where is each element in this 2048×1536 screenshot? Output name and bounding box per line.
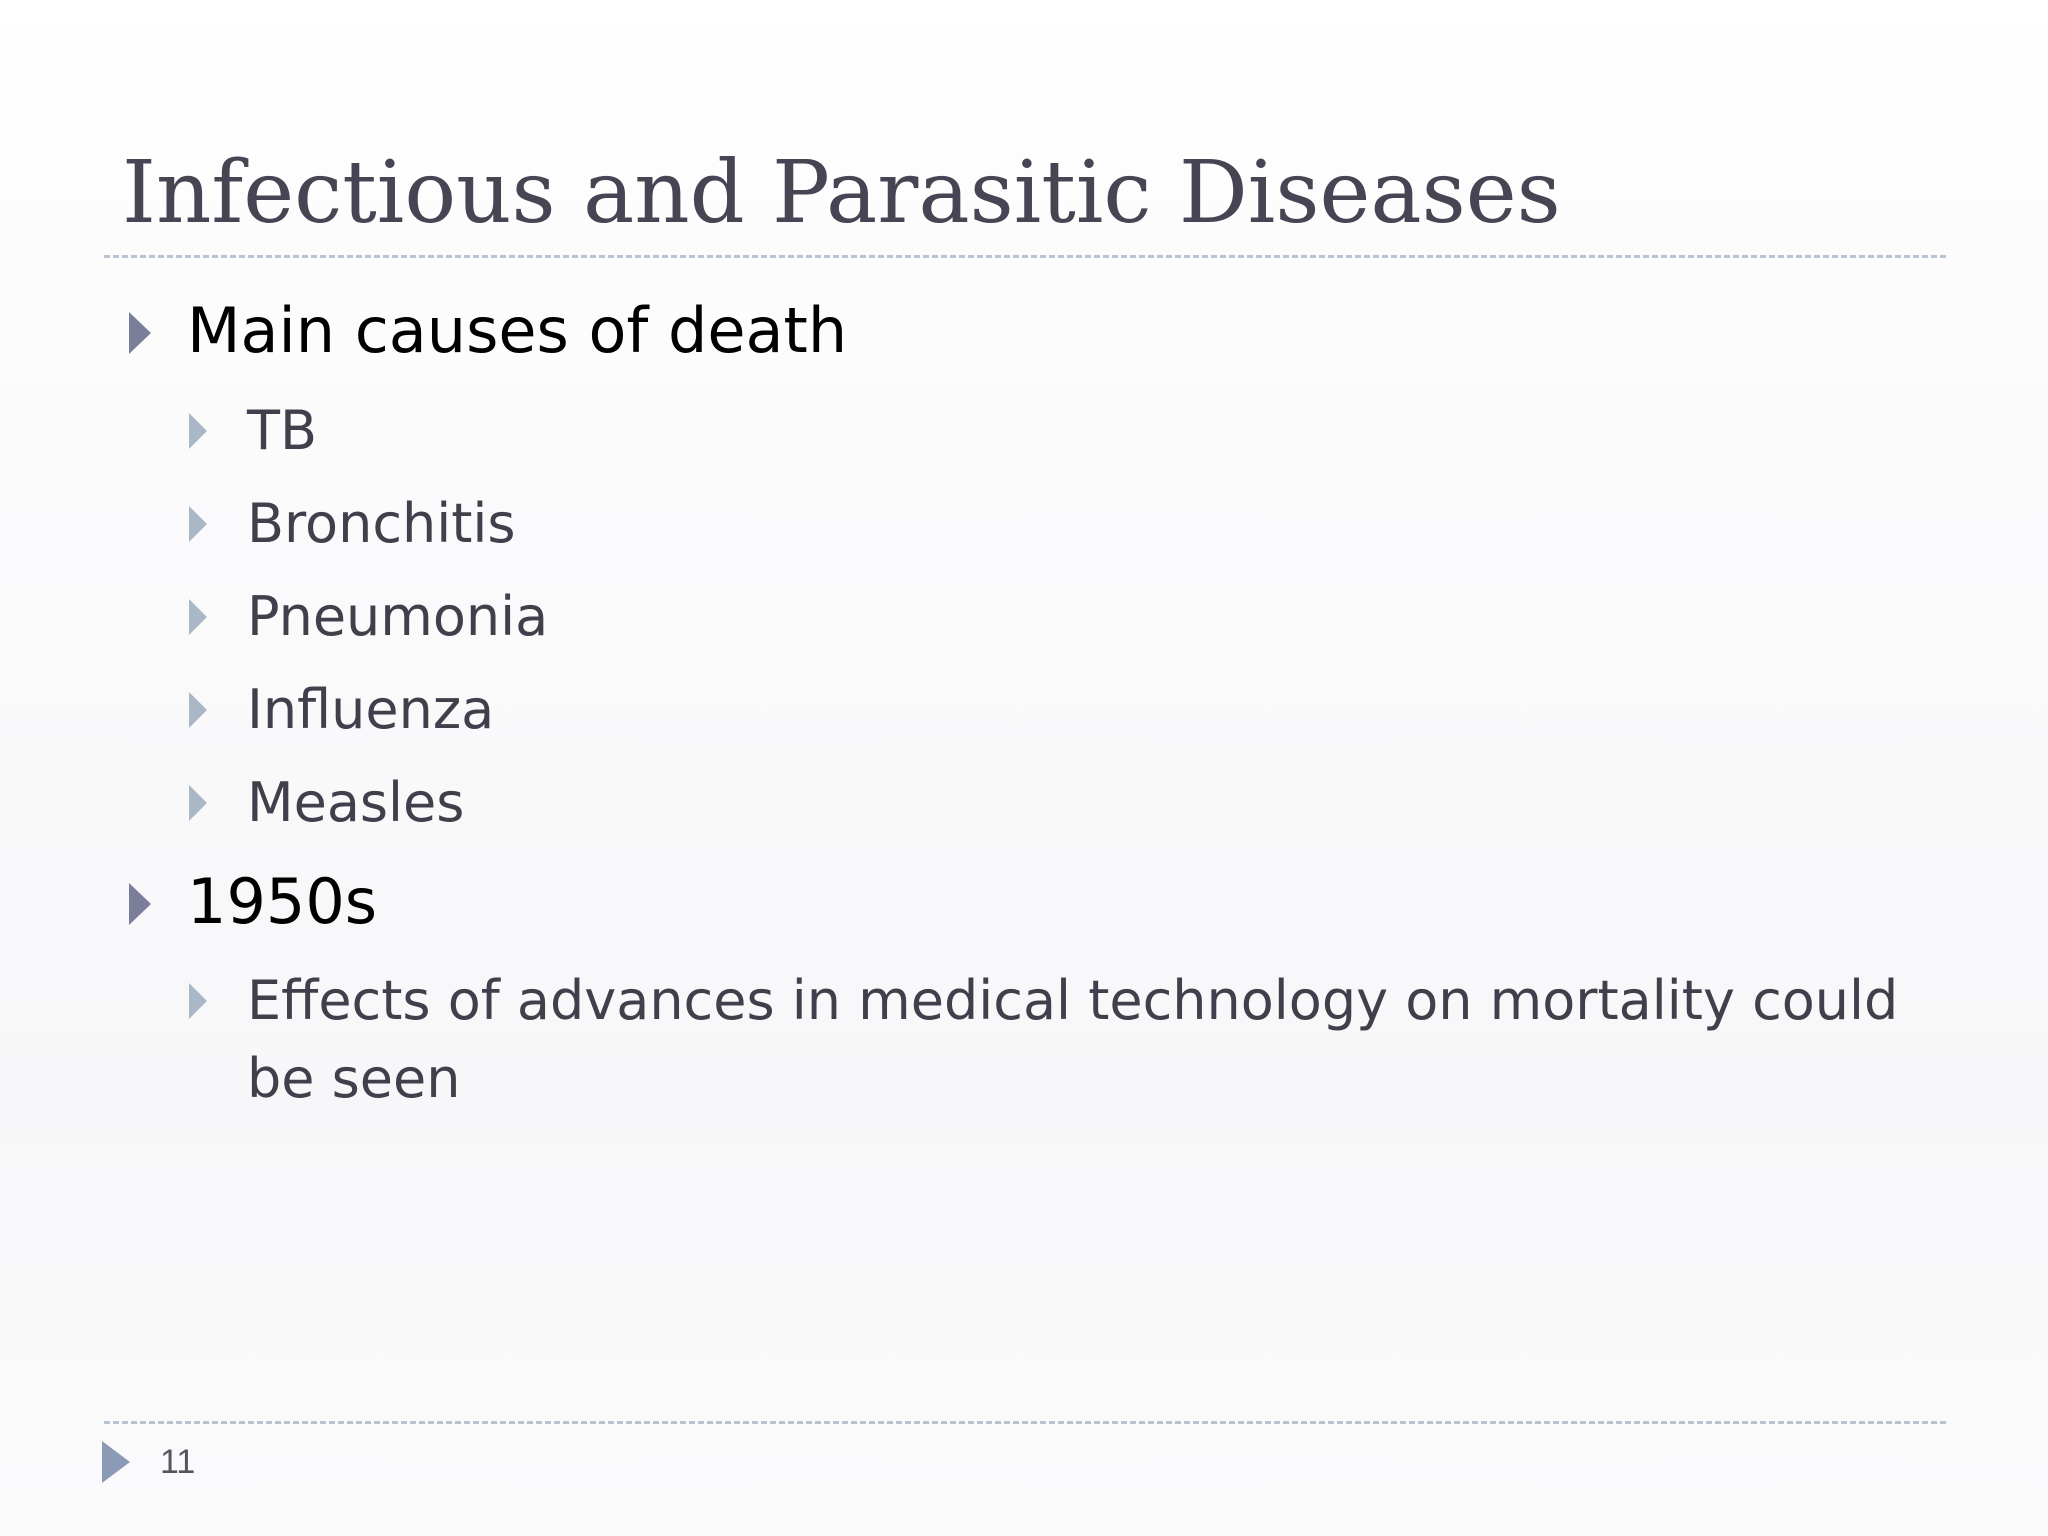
sub-bullet-pneumonia	[247, 578, 548, 656]
sub-bullet-label: Measles	[247, 771, 465, 834]
footer-triangle-icon	[102, 1441, 130, 1483]
sub-bullet-label: Influenza	[247, 678, 495, 741]
bullet-triangle-icon	[189, 413, 207, 449]
bullet-triangle-icon	[189, 506, 207, 542]
sub-bullet-label: Effects of advances in medical technology on mortality could be seen	[247, 969, 1899, 1110]
sub-bullet-label: Bronchitis	[247, 492, 516, 555]
slide-title: Infectious and Parasitic Diseases	[122, 143, 1561, 243]
bullet-label: 1950s	[187, 865, 378, 938]
bullet-main-causes	[187, 286, 847, 376]
sub-bullet-label: TB	[247, 399, 318, 462]
sub-bullet-measles	[247, 764, 464, 842]
bullet-triangle-icon	[189, 785, 207, 821]
sub-bullet-medical-advances	[247, 962, 1947, 1118]
bullet-1950s	[187, 857, 377, 947]
bullet-triangle-icon	[129, 312, 151, 354]
sub-bullet-label: Pneumonia	[247, 585, 549, 648]
bullet-triangle-icon	[129, 883, 151, 925]
bullet-triangle-icon	[189, 983, 207, 1019]
bullet-triangle-icon	[189, 599, 207, 635]
bullet-label: Main causes of death	[187, 294, 848, 367]
page-number: 11	[160, 1443, 196, 1481]
sub-bullet-tb	[247, 392, 317, 470]
sub-bullet-influenza	[247, 671, 494, 749]
bullet-triangle-icon	[189, 692, 207, 728]
footer-divider	[104, 1421, 1946, 1424]
sub-bullet-bronchitis	[247, 485, 516, 563]
